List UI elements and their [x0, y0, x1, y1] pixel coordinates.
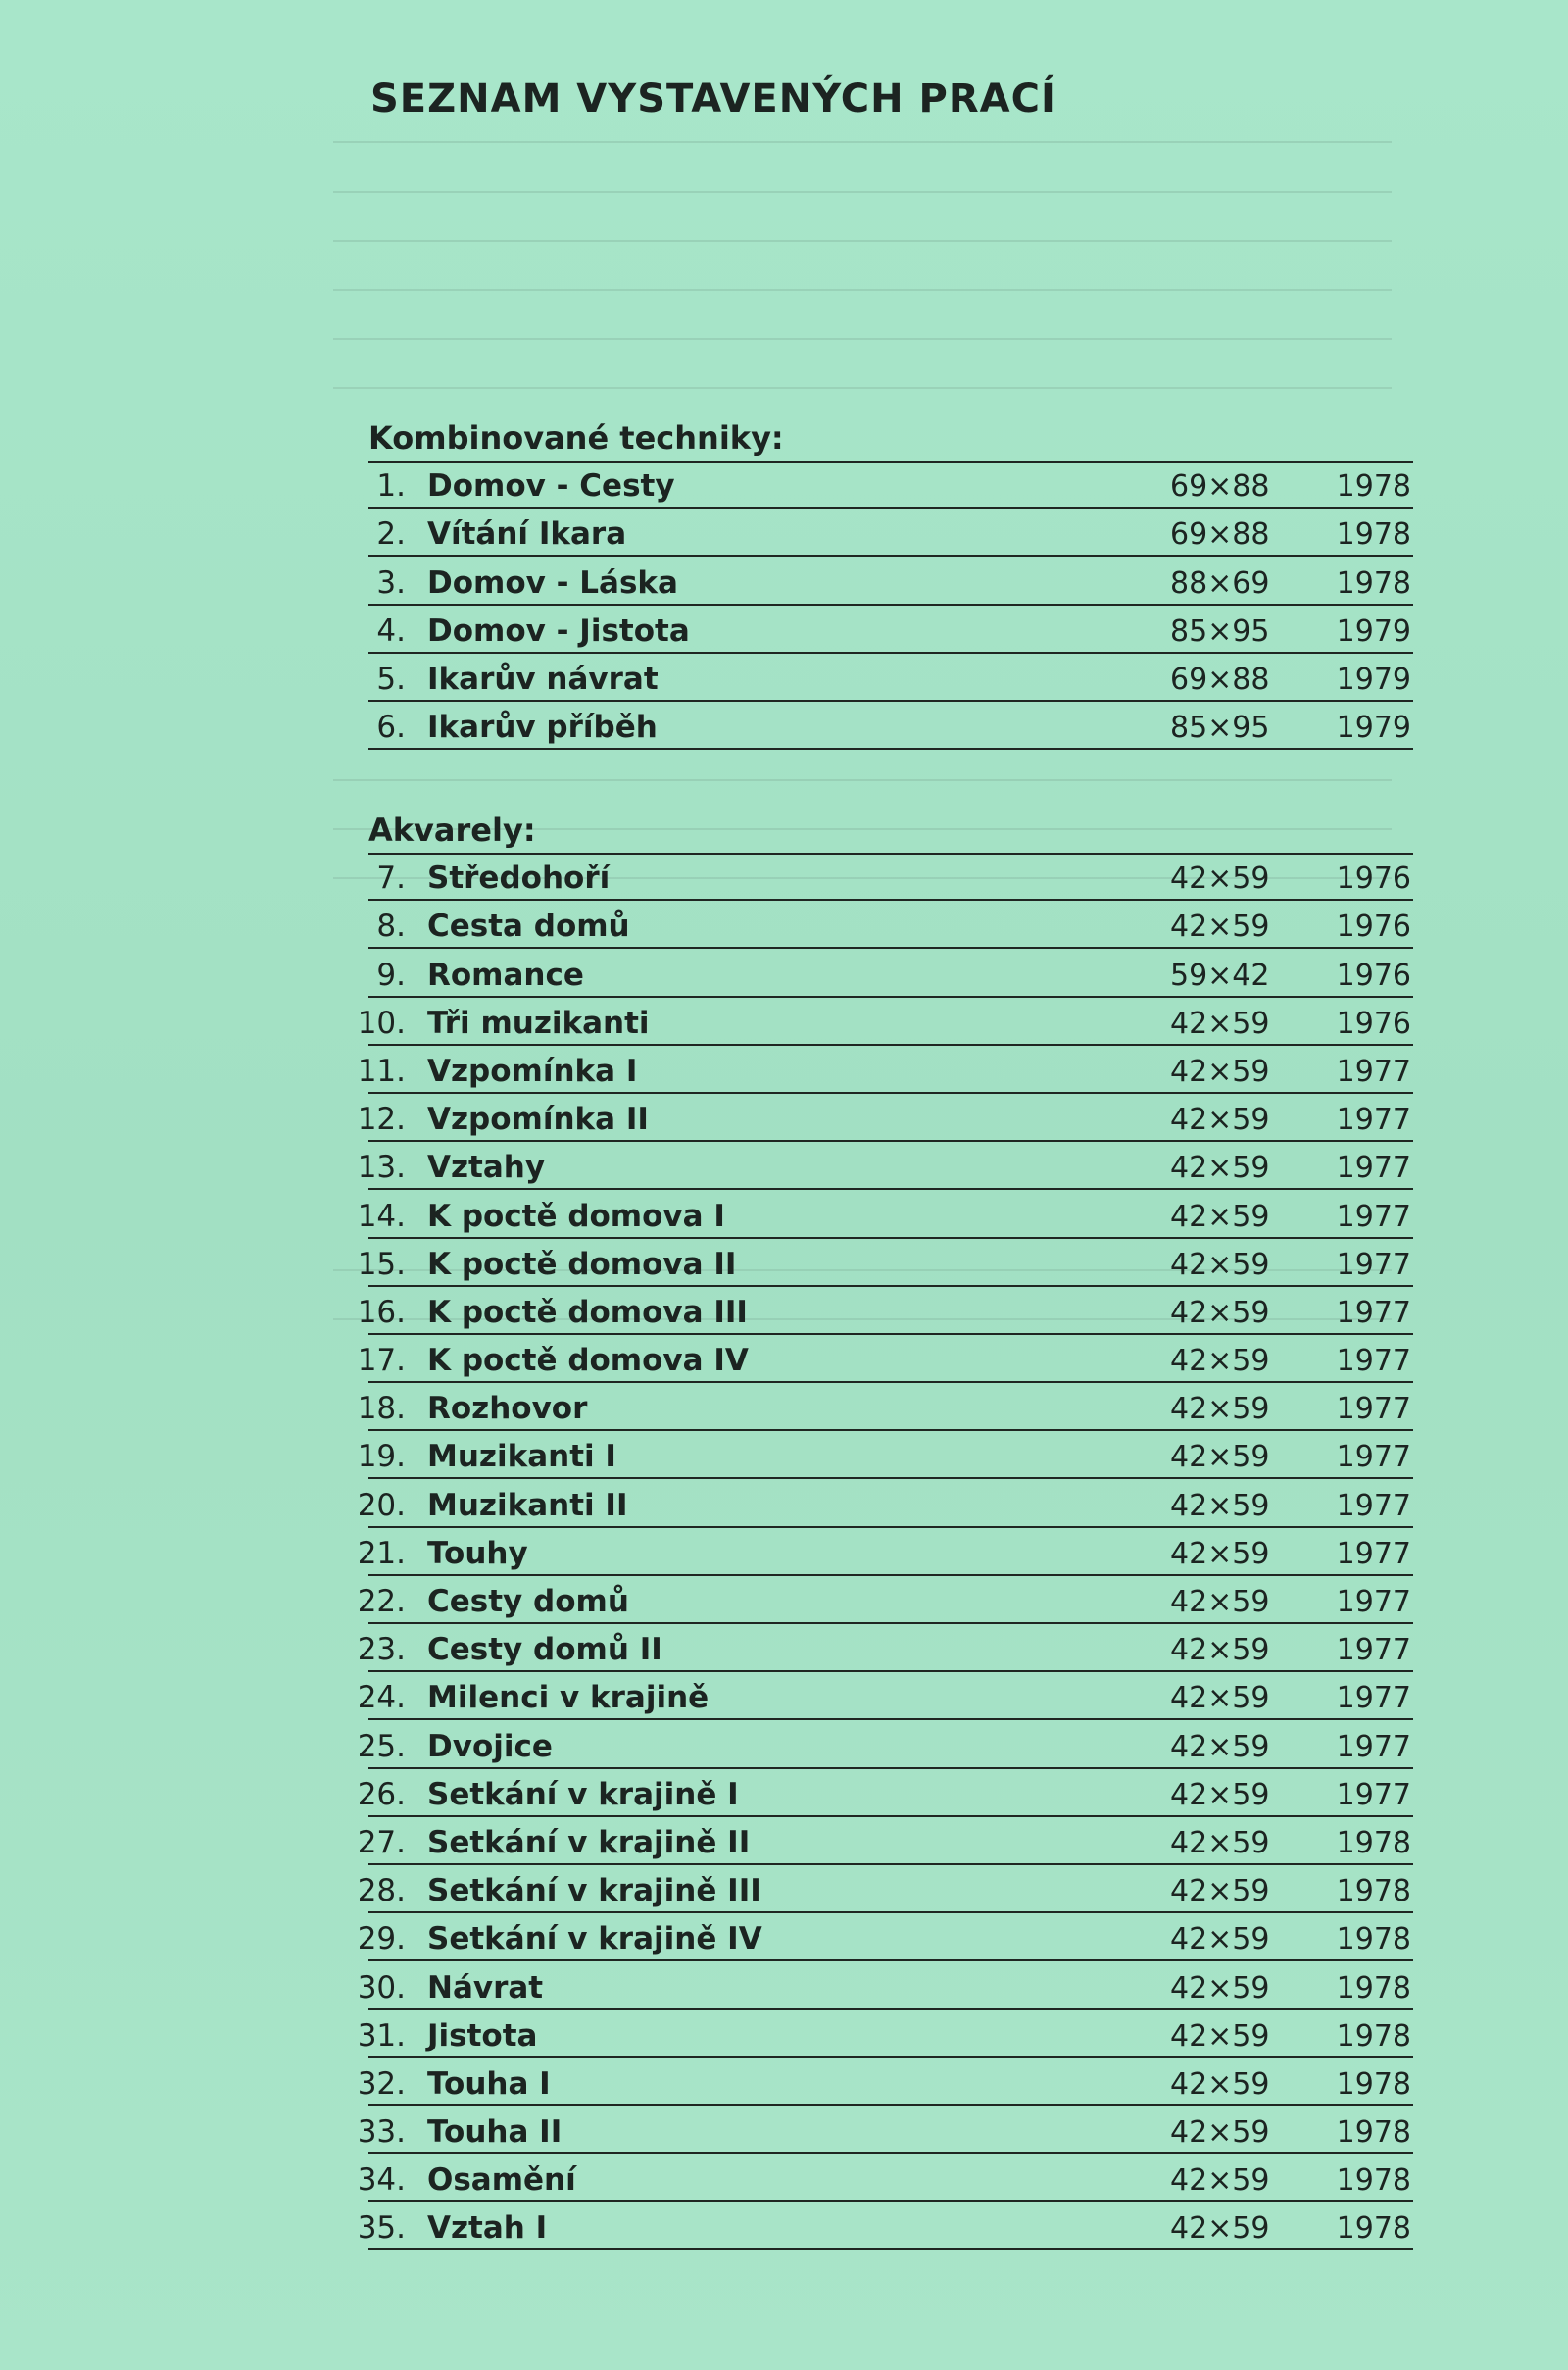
item-title: Setkání v krajině IV	[427, 1921, 762, 1957]
item-title: Ikarův návrat	[427, 661, 659, 697]
item-dimensions: 85×95	[1170, 711, 1270, 746]
section-heading-combined: Kombinované techniky:	[368, 420, 784, 457]
item-title: Muzikanti I	[427, 1439, 616, 1475]
item-year: 1979	[1336, 711, 1411, 746]
item-dimensions: 42×59	[1170, 1199, 1270, 1234]
item-title: Osamění	[427, 2162, 576, 2198]
item-dimensions: 42×59	[1170, 1151, 1270, 1186]
item-title: Vzpomínka II	[427, 1102, 649, 1138]
item-dimensions: 42×59	[1170, 1633, 1270, 1668]
item-title: Milenci v krajině	[427, 1680, 710, 1716]
item-title: Cesta domů	[427, 909, 630, 945]
item-year: 1978	[1336, 1874, 1411, 1909]
item-title: Setkání v krajině III	[427, 1873, 761, 1909]
item-dimensions: 42×59	[1170, 1440, 1270, 1475]
item-dimensions: 42×59	[1170, 1344, 1270, 1379]
item-dimensions: 42×59	[1170, 1295, 1270, 1330]
item-year: 1978	[1336, 2163, 1411, 2198]
item-year: 1976	[1336, 958, 1411, 993]
item-dimensions: 42×59	[1170, 862, 1270, 897]
item-title: Vzpomínka I	[427, 1053, 638, 1089]
item-dimensions: 42×59	[1170, 2163, 1270, 2198]
item-title: Touhy	[427, 1535, 528, 1571]
list-item	[357, 1865, 1413, 1913]
list-item	[368, 654, 1413, 702]
item-dimensions: 42×59	[1170, 1247, 1270, 1282]
item-number: 2.	[376, 517, 406, 553]
item-year: 1978	[1336, 518, 1411, 553]
list-item	[357, 1720, 1413, 1768]
item-title: Jistota	[427, 2017, 538, 2053]
item-title: Rozhovor	[427, 1391, 588, 1427]
item-number: 21.	[357, 1535, 406, 1571]
item-number: 33.	[357, 2114, 406, 2150]
item-title: Vztah I	[427, 2210, 548, 2247]
item-year: 1977	[1336, 1440, 1411, 1475]
item-title: Středohoří	[427, 861, 611, 897]
item-title: Tři muzikanti	[427, 1005, 650, 1041]
item-number: 11.	[357, 1053, 406, 1089]
list-item	[357, 1287, 1413, 1335]
item-number: 17.	[357, 1343, 406, 1379]
item-dimensions: 42×59	[1170, 1488, 1270, 1523]
item-dimensions: 42×59	[1170, 2115, 1270, 2150]
list-item	[357, 2010, 1413, 2058]
item-number: 5.	[376, 661, 406, 697]
item-title: Návrat	[427, 1969, 544, 2005]
item-title: Cesty domů	[427, 1584, 629, 1619]
list-item	[357, 2154, 1413, 2202]
item-year: 1978	[1336, 1825, 1411, 1860]
item-title: Setkání v krajině II	[427, 1824, 751, 1860]
item-year: 1977	[1336, 1681, 1411, 1716]
list-item	[357, 2058, 1413, 2106]
list-item	[357, 1383, 1413, 1431]
item-title: Domov - Láska	[427, 565, 678, 601]
item-dimensions: 42×59	[1170, 1874, 1270, 1909]
item-year: 1977	[1336, 1488, 1411, 1523]
item-number: 28.	[357, 1873, 406, 1909]
item-year: 1977	[1336, 1536, 1411, 1571]
item-number: 32.	[357, 2065, 406, 2101]
list-item	[357, 1576, 1413, 1624]
item-dimensions: 42×59	[1170, 1777, 1270, 1812]
item-number: 23.	[357, 1632, 406, 1668]
item-year: 1977	[1336, 1054, 1411, 1089]
item-title: Domov - Cesty	[427, 469, 675, 505]
item-number: 20.	[357, 1487, 406, 1523]
list-item	[357, 1913, 1413, 1961]
list-item	[357, 1817, 1413, 1865]
item-title: Setkání v krajině I	[427, 1776, 739, 1812]
item-number: 1.	[376, 469, 406, 505]
item-dimensions: 42×59	[1170, 1681, 1270, 1716]
page-title: SEZNAM VYSTAVENÝCH PRACÍ	[370, 76, 1056, 122]
item-dimensions: 42×59	[1170, 1392, 1270, 1427]
item-dimensions: 85×95	[1170, 614, 1270, 649]
list-watercolors	[357, 853, 1413, 2250]
item-dimensions: 42×59	[1170, 1103, 1270, 1138]
list-item	[357, 1335, 1413, 1383]
item-number: 24.	[357, 1680, 406, 1716]
list-item	[357, 1142, 1413, 1190]
list-item	[357, 1769, 1413, 1817]
item-number: 35.	[357, 2210, 406, 2247]
item-number: 13.	[357, 1150, 406, 1186]
item-year: 1977	[1336, 1633, 1411, 1668]
item-year: 1978	[1336, 1970, 1411, 2005]
item-title: Muzikanti II	[427, 1487, 628, 1523]
list-item	[368, 853, 1413, 901]
item-title: K poctě domova III	[427, 1294, 748, 1330]
item-title: Vítání Ikara	[427, 517, 627, 553]
item-title: Dvojice	[427, 1728, 553, 1764]
list-item	[357, 2202, 1413, 2250]
item-year: 1976	[1336, 862, 1411, 897]
item-year: 1977	[1336, 1777, 1411, 1812]
item-year: 1978	[1336, 566, 1411, 601]
item-title: Domov - Jistota	[427, 613, 690, 649]
section-heading-watercolors: Akvarely:	[368, 812, 536, 849]
item-title: Vztahy	[427, 1150, 546, 1186]
item-dimensions: 42×59	[1170, 1970, 1270, 2005]
item-number: 25.	[357, 1728, 406, 1764]
item-number: 29.	[357, 1921, 406, 1957]
list-item	[357, 998, 1413, 1046]
list-item	[357, 1046, 1413, 1094]
item-title: Touha I	[427, 2065, 551, 2101]
item-dimensions: 42×59	[1170, 1585, 1270, 1619]
item-year: 1977	[1336, 1295, 1411, 1330]
item-number: 8.	[376, 909, 406, 945]
item-number: 19.	[357, 1439, 406, 1475]
item-year: 1978	[1336, 2066, 1411, 2101]
item-dimensions: 42×59	[1170, 2066, 1270, 2101]
list-item	[357, 1961, 1413, 2009]
item-number: 3.	[376, 565, 406, 601]
list-item	[357, 1624, 1413, 1672]
list-combined-techniques	[368, 461, 1413, 750]
list-item	[368, 606, 1413, 654]
item-number: 4.	[376, 613, 406, 649]
list-item	[357, 1190, 1413, 1238]
list-item	[357, 1239, 1413, 1287]
list-item	[357, 2106, 1413, 2154]
item-dimensions: 42×59	[1170, 1054, 1270, 1089]
item-number: 9.	[376, 957, 406, 993]
item-dimensions: 69×88	[1170, 518, 1270, 553]
item-number: 15.	[357, 1246, 406, 1282]
item-title: K poctě domova IV	[427, 1343, 749, 1379]
item-year: 1978	[1336, 2018, 1411, 2053]
item-year: 1976	[1336, 1006, 1411, 1041]
item-number: 6.	[376, 710, 406, 746]
item-title: Cesty domů II	[427, 1632, 662, 1668]
item-year: 1977	[1336, 1585, 1411, 1619]
item-dimensions: 42×59	[1170, 910, 1270, 945]
item-dimensions: 42×59	[1170, 1729, 1270, 1764]
list-item	[368, 949, 1413, 997]
item-dimensions: 59×42	[1170, 958, 1270, 993]
item-dimensions: 42×59	[1170, 1922, 1270, 1957]
item-number: 30.	[357, 1969, 406, 2005]
item-title: K poctě domova II	[427, 1246, 737, 1282]
item-number: 18.	[357, 1391, 406, 1427]
item-title: Ikarův příběh	[427, 710, 658, 746]
item-dimensions: 42×59	[1170, 2018, 1270, 2053]
item-year: 1977	[1336, 1729, 1411, 1764]
item-number: 12.	[357, 1102, 406, 1138]
item-dimensions: 42×59	[1170, 1825, 1270, 1860]
item-number: 26.	[357, 1776, 406, 1812]
item-year: 1977	[1336, 1344, 1411, 1379]
item-number: 16.	[357, 1294, 406, 1330]
item-title: Romance	[427, 957, 584, 993]
item-year: 1976	[1336, 910, 1411, 945]
item-year: 1978	[1336, 2211, 1411, 2247]
item-dimensions: 42×59	[1170, 2211, 1270, 2247]
item-dimensions: 42×59	[1170, 1536, 1270, 1571]
item-year: 1979	[1336, 662, 1411, 697]
item-number: 31.	[357, 2017, 406, 2053]
item-year: 1977	[1336, 1199, 1411, 1234]
list-item	[368, 461, 1413, 509]
list-item	[368, 557, 1413, 605]
list-item	[357, 1431, 1413, 1479]
item-number: 7.	[376, 861, 406, 897]
item-title: Touha II	[427, 2114, 563, 2150]
item-year: 1979	[1336, 614, 1411, 649]
item-year: 1977	[1336, 1247, 1411, 1282]
item-year: 1977	[1336, 1151, 1411, 1186]
list-item	[357, 1479, 1413, 1527]
list-item	[357, 1672, 1413, 1720]
item-dimensions: 69×88	[1170, 662, 1270, 697]
item-number: 10.	[357, 1005, 406, 1041]
item-number: 27.	[357, 1824, 406, 1860]
item-year: 1978	[1336, 2115, 1411, 2150]
item-title: K poctě domova I	[427, 1198, 725, 1234]
list-item	[357, 1094, 1413, 1142]
item-year: 1978	[1336, 469, 1411, 505]
item-dimensions: 42×59	[1170, 1006, 1270, 1041]
list-item	[368, 509, 1413, 557]
item-number: 34.	[357, 2162, 406, 2198]
item-dimensions: 88×69	[1170, 566, 1270, 601]
item-year: 1977	[1336, 1103, 1411, 1138]
item-dimensions: 69×88	[1170, 469, 1270, 505]
item-number: 22.	[357, 1584, 406, 1619]
list-item	[368, 702, 1413, 750]
list-item	[357, 1528, 1413, 1576]
item-number: 14.	[357, 1198, 406, 1234]
item-year: 1977	[1336, 1392, 1411, 1427]
list-item	[368, 901, 1413, 949]
item-year: 1978	[1336, 1922, 1411, 1957]
